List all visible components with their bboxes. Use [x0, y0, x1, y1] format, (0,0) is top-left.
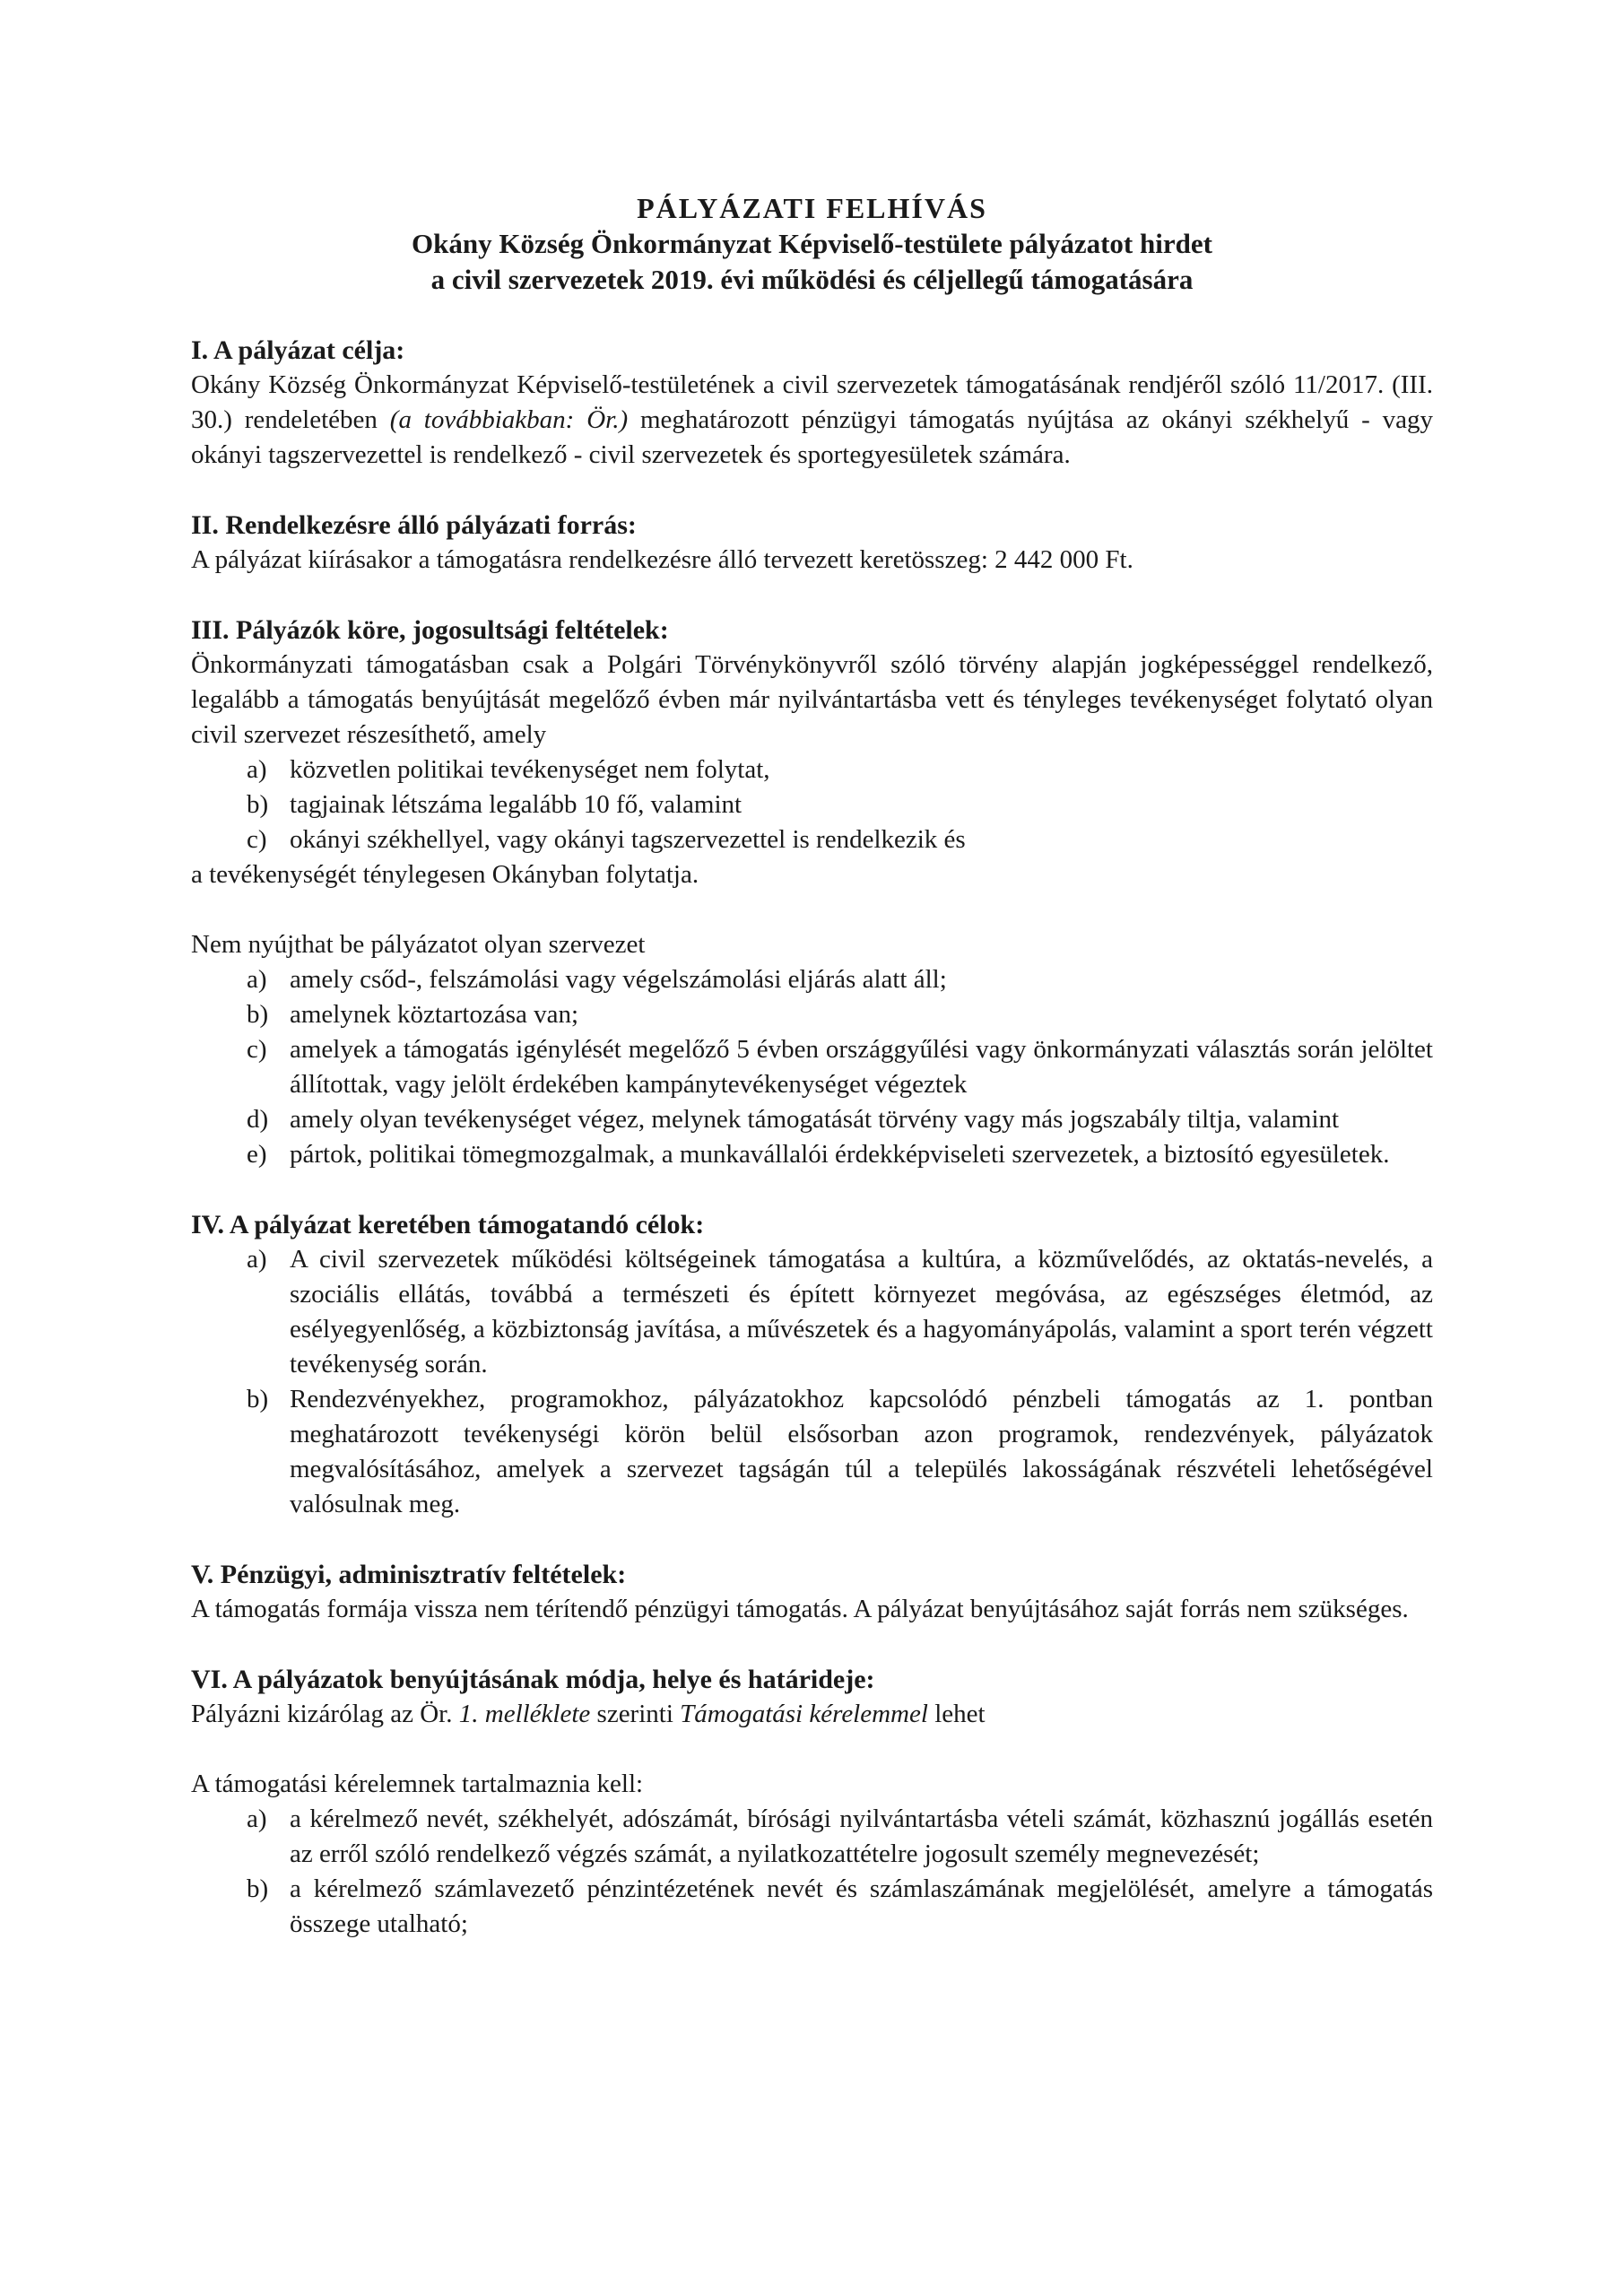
list-item-text: A civil szervezetek működési költségeinek támogatása a kultúra, a közművelődés, az oktatás-nevelés, a szociális ellátás, továbbá a természeti és épített környezet megóvása, az egészséges életmód, az esélyegyenlőség, a közbiztonság javítása, a művészetek és a hagyományápolás, valamint a sport terén végzett tevékenység során. [290, 1245, 1433, 1378]
list-item-text: amely csőd-, felszámolási vagy végelszámolási eljárás alatt áll; [290, 965, 947, 994]
section-ii-paragraph: A pályázat kiírásakor a támogatásra rendelkezésre álló tervezett keretösszeg: 2 442 000 Ft. [191, 545, 1133, 574]
list-item-text: Rendezvényekhez, programokhoz, pályázatokhoz kapcsolódó pénzbeli támogatás az 1. pontban meghatározott tevékenységi körön belül elsősorban azon programok, rendezvények, pályázatok megvalósításához, amelyek a szervezet tagságán túl a település lakosságának részvételi lehetőségével valósulnak meg. [290, 1385, 1433, 1518]
section-iii-heading: III. Pályázók köre, jogosultsági feltételek: [191, 615, 669, 645]
list-item-text: okányi székhellyel, vagy okányi tagszervezettel is rendelkezik és [290, 825, 966, 854]
list-item-label: b) [247, 1874, 269, 1903]
list-item-label: c) [247, 1035, 267, 1064]
list-item-text: közvetlen politikai tevékenységet nem folytat, [290, 755, 770, 784]
list-item [191, 1382, 1433, 1522]
list-item [191, 1872, 1433, 1942]
section-iv-heading: IV. A pályázat keretében támogatandó célok: [191, 1210, 705, 1239]
list-item-text: amelynek köztartozása van; [290, 1000, 579, 1029]
list-item [191, 752, 1433, 787]
list-item-label: b) [247, 790, 269, 819]
list-item [191, 1137, 1433, 1172]
section-i [191, 333, 1433, 473]
list-item [191, 962, 1433, 997]
text-run: lehet [927, 1700, 986, 1728]
list-item-label: c) [247, 825, 267, 854]
text-run-italic: (a továbbiakban: Ör.) [389, 405, 629, 434]
document-subtitle-line-1: Okány Község Önkormányzat Képviselő-testülete pályázatot hirdet [412, 228, 1212, 259]
list-item-label: b) [247, 1000, 269, 1029]
section-ii [191, 508, 1433, 578]
list-item-text: amelyek a támogatás igénylését megelőző 5 évben országgyűlési vagy önkormányzati választás során jelöltet állítottak, vagy jelölt érdekében kampánytevékenységet végeztek [290, 1035, 1433, 1099]
list-item-label: b) [247, 1385, 269, 1413]
list-item [191, 1242, 1433, 1382]
section-i-heading: I. A pályázat célja: [191, 335, 405, 365]
list-item-text: amely olyan tevékenységet végez, melynek támogatását törvény vagy más jogszabály tiltja, valamint [290, 1105, 1340, 1134]
list-item-label: a) [247, 1805, 267, 1833]
section-v-paragraph: A támogatás formája vissza nem térítendő pénzügyi támogatás. A pályázat benyújtásához saját forrás nem szükséges. [191, 1595, 1409, 1623]
list-item-label: a) [247, 1245, 267, 1274]
list-item-text: a kérelmező számlavezető pénzintézetének nevét és számlaszámának megjelölését, amelyre a támogatás összege utalható; [290, 1874, 1433, 1938]
document-subtitle-line-2: a civil szervezetek 2019. évi működési és céljellegű támogatására [430, 264, 1194, 295]
list-item-text: a kérelmező nevét, székhelyét, adószámát, bírósági nyilvántartásba vételi számát, közhasznú jogállás esetén az erről szóló rendelkező végzés számát, a nyilatkozattételre jogosult személy megnevezését; [290, 1805, 1433, 1868]
section-vi-paragraph-1 [191, 1697, 1433, 1732]
list-item-label: a) [247, 965, 267, 994]
text-run-italic: Támogatási kérelemmel [680, 1700, 928, 1728]
list-item [191, 1102, 1433, 1137]
list-item [191, 1032, 1433, 1102]
title-block [191, 190, 1433, 298]
section-vi-heading: VI. A pályázatok benyújtásának módja, helye és határideje: [191, 1665, 875, 1694]
list-item [191, 822, 1433, 857]
list-item-label: d) [247, 1105, 269, 1134]
list-item-label: e) [247, 1140, 267, 1169]
text-run: szerinti [590, 1700, 681, 1728]
section-vi-paragraph-2: A támogatási kérelemnek tartalmaznia kell: [191, 1770, 644, 1798]
text-run: Pályázni kizárólag az Ör. [191, 1700, 459, 1728]
list-item-text: tagjainak létszáma legalább 10 fő, valamint [290, 790, 743, 819]
section-iii-closing: a tevékenységét ténylegesen Okányban folytatja. [191, 860, 699, 889]
list-item [191, 787, 1433, 822]
section-i-paragraph [191, 368, 1433, 473]
list-item-label: a) [247, 755, 267, 784]
document-title: PÁLYÁZATI FELHÍVÁS [637, 192, 987, 224]
section-iii [191, 613, 1433, 892]
section-iii-paragraph: Önkormányzati támogatásban csak a Polgári Törvénykönyvről szóló törvény alapján jogképességgel rendelkező, legalább a támogatás benyújtását megelőző évben már nyilvántartásba vett és tényleges tevékenységet folytató olyan civil szervezet részesíthető, amely [191, 650, 1433, 749]
text-run: meghatározott pénzügyi támogatás nyújtása az okányi székhelyű - vagy okányi tagszervezettel is rendelkező - civil szervezetek és sportegyesületek számára. [191, 405, 1434, 469]
text-run: Okány Község Önkormányzat Képviselő-testületének a civil szervezetek támogatásának rendjéről szóló 11/2017. (III. 30.) rendeletében [191, 370, 1433, 434]
section-v [191, 1557, 1433, 1627]
list-item-text: pártok, politikai tömegmozgalmak, a munkavállalói érdekképviseleti szervezetek, a biztosító egyesületek. [290, 1140, 1390, 1169]
section-vi [191, 1662, 1433, 1942]
section-v-heading: V. Pénzügyi, adminisztratív feltételek: [191, 1560, 627, 1589]
section-iv [191, 1207, 1433, 1522]
text-run-italic: 1. melléklete [458, 1700, 591, 1728]
list-item [191, 1802, 1433, 1872]
exclusions-intro: Nem nyújthat be pályázatot olyan szervezet [191, 930, 646, 959]
section-exclusions [191, 927, 1433, 1172]
list-item [191, 997, 1433, 1032]
section-ii-heading: II. Rendelkezésre álló pályázati forrás: [191, 510, 637, 540]
